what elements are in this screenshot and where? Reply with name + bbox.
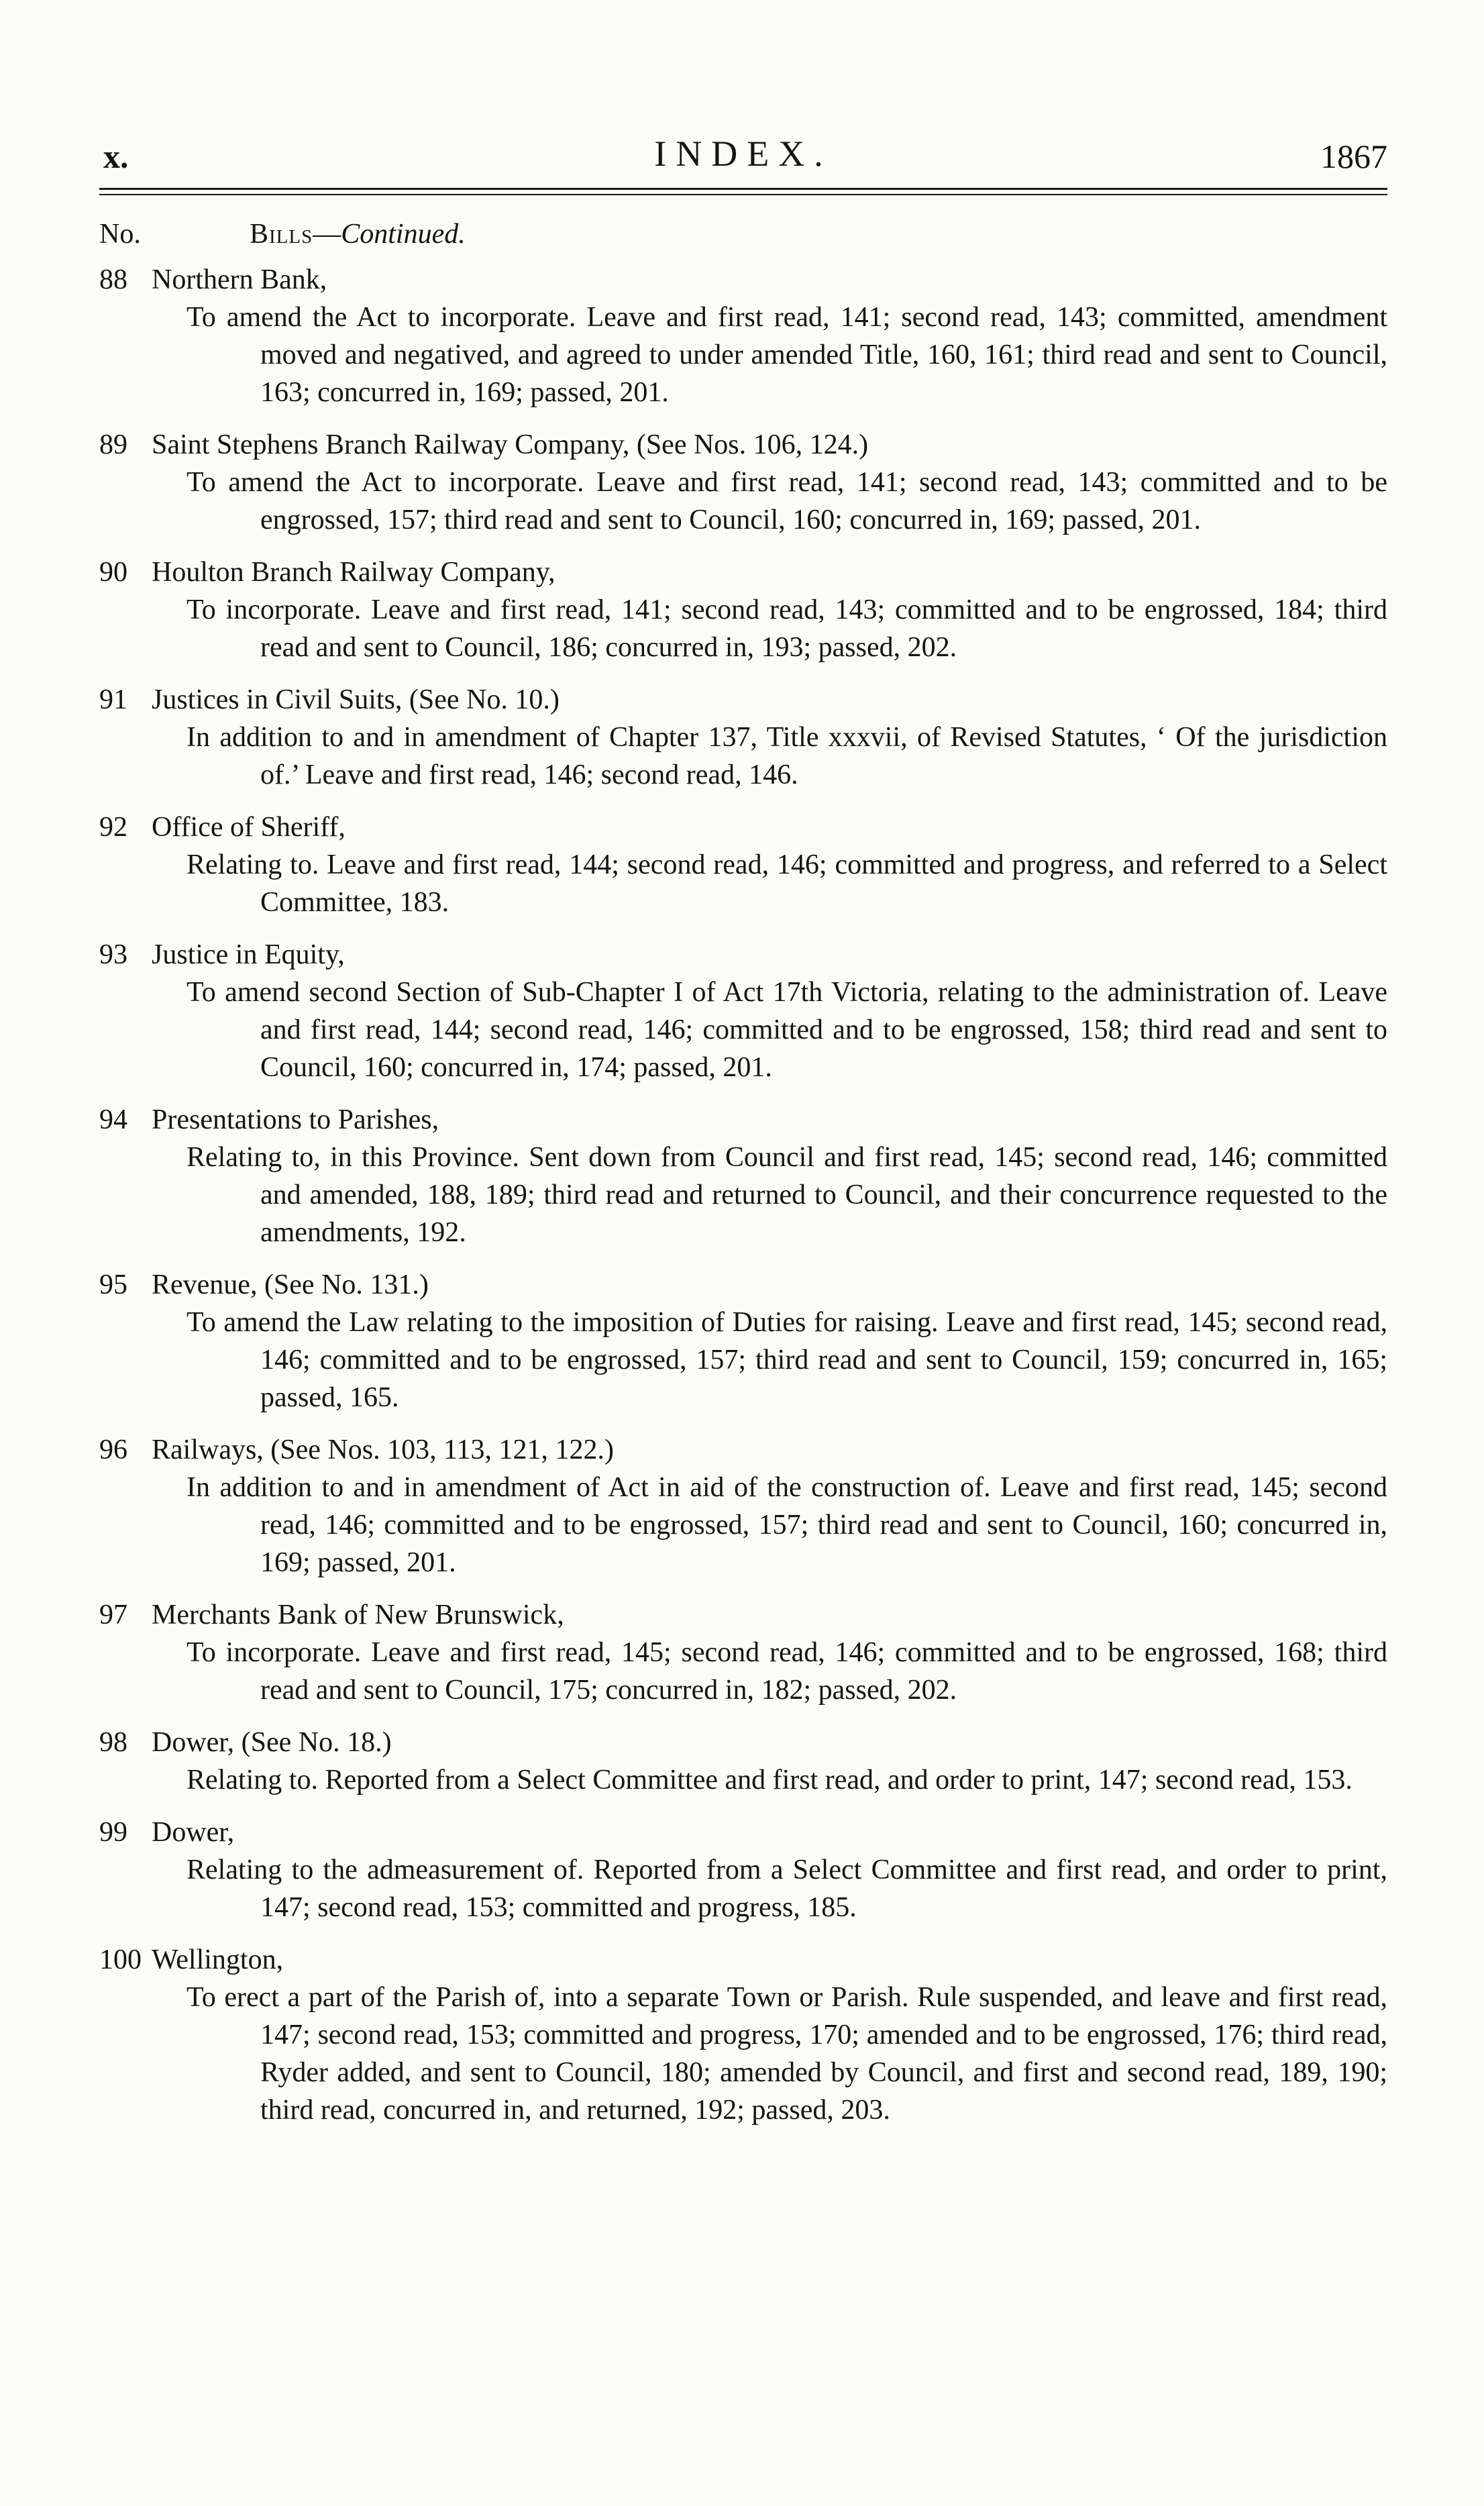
running-head (99, 127, 1387, 188)
entry-heading-line (99, 426, 1387, 464)
index-entry (99, 1431, 1387, 1581)
entry-description: In addition to and in amendment of Act in aid of the construction of. Leave and first read, 145; second read, 146; committed and to be engrossed, 157; third read and sent to Council, 160; concurred in, 169; passed, 201. (187, 1472, 1387, 1578)
entry-description: To erect a part of the Parish of, into a separate Town or Parish. Rule suspended, and leave and first read, 147; second read, 153; committed and progress, 170; amended and to be engrossed, 176; third read, Ryder added, and sent to Council, 180; amended by Council, and first and second read, 189, 190; third read, concurred in, and returned, 192; passed, 203. (187, 1982, 1387, 2126)
entry-heading: Dower, (See No. 18.) (152, 1727, 392, 1758)
entry-heading: Saint Stephens Branch Railway Company, (See Nos. 106, 124.) (152, 429, 869, 460)
entry-number: 98 (99, 1727, 127, 1758)
entry-heading: Presentations to Parishes, (152, 1104, 439, 1135)
entry-description: Relating to. Reported from a Select Committee and first read, and order to print, 147; second read, 153. (187, 1765, 1353, 1795)
index-entry (99, 1814, 1387, 1926)
section-title-caps: Bills (250, 219, 313, 250)
entry-description: Relating to the admeasurement of. Reported from a Select Committee and first read, and order to print, 147; second read, 153; committed and progress, 185. (187, 1855, 1387, 1923)
entry-heading-line (99, 1814, 1387, 1851)
index-entry (99, 808, 1387, 921)
entry-heading-line (99, 681, 1387, 719)
index-entry (99, 1266, 1387, 1416)
entry-number: 88 (99, 264, 127, 295)
entry-description: Relating to. Leave and first read, 144; second read, 146; committed and progress, and referred to a Select Committee, 183. (187, 849, 1387, 918)
page-number-roman: x. (103, 138, 129, 175)
section-heading (99, 218, 1387, 261)
index-entry (99, 1941, 1387, 2129)
entry-heading-line (99, 261, 1387, 299)
entry-heading: Merchants Bank of New Brunswick, (152, 1600, 564, 1630)
entry-heading-line (99, 936, 1387, 974)
index-entry (99, 554, 1387, 666)
entry-description: To incorporate. Leave and first read, 141; second read, 143; committed and to be engrossed, 184; third read and sent to Council, 186; concurred in, 193; passed, 202. (187, 594, 1387, 663)
entry-heading: Justices in Civil Suits, (See No. 10.) (152, 684, 560, 715)
entry-heading-line (99, 554, 1387, 591)
index-entry (99, 426, 1387, 539)
entry-number: 92 (99, 812, 127, 843)
index-entry (99, 1101, 1387, 1251)
entry-number: 96 (99, 1434, 127, 1465)
index-entry (99, 936, 1387, 1086)
entry-number: 99 (99, 1817, 127, 1848)
entry-heading: Revenue, (See No. 131.) (152, 1269, 429, 1300)
entry-heading-line (99, 808, 1387, 846)
index-entry (99, 1724, 1387, 1799)
entry-heading-line (99, 1101, 1387, 1139)
entry-number: 93 (99, 939, 127, 970)
section-title-continued: Continued. (341, 219, 466, 250)
entry-description: To incorporate. Leave and first read, 145; second read, 146; committed and to be engrossed, 168; third read and sent to Council, 175; concurred in, 182; passed, 202. (187, 1637, 1387, 1706)
index-page (99, 127, 1387, 2144)
entry-number: 89 (99, 429, 127, 460)
entry-heading: Houlton Branch Railway Company, (152, 557, 555, 588)
entry-heading-line (99, 1266, 1387, 1304)
entry-heading: Justice in Equity, (152, 939, 345, 970)
index-entry (99, 261, 1387, 411)
entry-heading-line (99, 1941, 1387, 1979)
index-entry (99, 1596, 1387, 1709)
entry-number: 91 (99, 684, 127, 715)
entry-description: To amend the Act to incorporate. Leave and first read, 141; second read, 143; committed and to be engrossed, 157; third read and sent to Council, 160; concurred in, 169; passed, 201. (187, 467, 1387, 535)
entry-number: 100 (99, 1944, 142, 1975)
entry-list (99, 261, 1387, 2129)
entry-description: To amend the Law relating to the imposition of Duties for raising. Leave and first read, 145; second read, 146; committed and to be engrossed, 157; third read and sent to Council, 159; concurred in, 165; passed, 165. (187, 1307, 1387, 1413)
entry-description: Relating to, in this Province. Sent down from Council and first read, 145; second read, 146; committed and amended, 188, 189; third read and returned to Council, and their concurrence requested to the amendments, 192. (187, 1142, 1387, 1248)
number-column-label: No. (99, 219, 141, 250)
entry-heading-line (99, 1431, 1387, 1469)
entry-number: 90 (99, 557, 127, 588)
entry-heading: Railways, (See Nos. 103, 113, 121, 122.) (152, 1434, 615, 1465)
year-label: 1867 (1320, 138, 1387, 175)
page-title: INDEX. (654, 134, 833, 174)
section-title: Bills—Continued. (250, 219, 466, 250)
entry-number: 97 (99, 1600, 127, 1630)
entry-heading: Dower, (152, 1817, 235, 1848)
entry-heading-line (99, 1724, 1387, 1761)
entry-description: In addition to and in amendment of Chapter 137, Title xxxvii, of Revised Statutes, ‘ Of the jurisdiction of.’ Leave and first read, 146; second read, 146. (187, 722, 1387, 790)
header-double-rule (99, 188, 1387, 195)
entry-description: To amend the Act to incorporate. Leave and first read, 141; second read, 143; committed, amendment moved and negatived, and agreed to under amended Title, 160, 161; third read and sent to Council, 163; concurred in, 169; passed, 201. (187, 302, 1387, 408)
entry-heading: Northern Bank, (152, 264, 327, 295)
entry-heading-line (99, 1596, 1387, 1634)
entry-heading: Office of Sheriff, (152, 812, 346, 843)
index-entry (99, 681, 1387, 794)
entry-description: To amend second Section of Sub-Chapter I of Act 17th Victoria, relating to the administration of. Leave and first read, 144; second read, 146; committed and to be engrossed, 158; third read and sent to Council, 160; concurred in, 174; passed, 201. (187, 977, 1387, 1083)
entry-number: 95 (99, 1269, 127, 1300)
entry-number: 94 (99, 1104, 127, 1135)
entry-heading: Wellington, (152, 1944, 284, 1975)
